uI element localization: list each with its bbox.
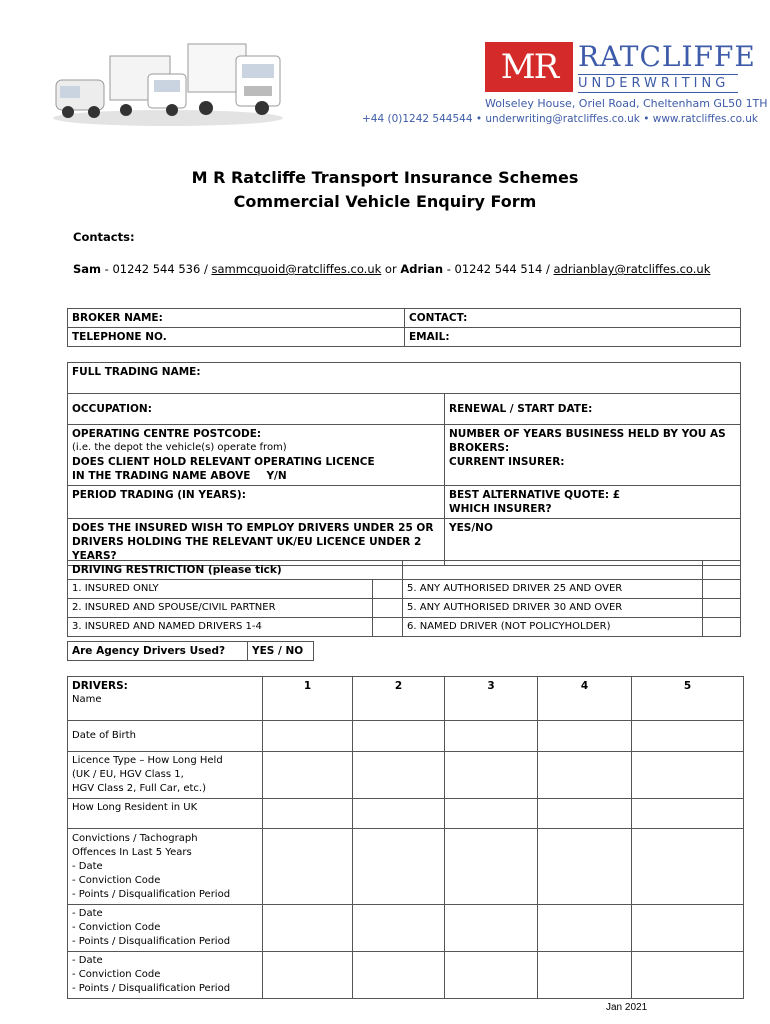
best-quote-cell[interactable]: [445, 486, 741, 519]
convictions-cell[interactable]: [538, 829, 632, 905]
contact-adrian-name: Adrian: [400, 262, 444, 276]
trucks-illustration: [48, 38, 288, 128]
licence-cell[interactable]: [538, 752, 632, 799]
drivers-header: DRIVERS:: [72, 680, 128, 692]
restriction-tick-1[interactable]: [373, 580, 403, 599]
restriction-tick-5b[interactable]: [703, 599, 741, 618]
company-address: Wolseley House, Oriel Road, Cheltenham GL50 1TH: [485, 97, 768, 110]
conv3-line-3: - Points / Disqualification Period: [72, 983, 231, 994]
which-insurer-label: WHICH INSURER?: [449, 503, 552, 515]
licence-cell[interactable]: [445, 752, 538, 799]
conviction-3-label-cell: [68, 952, 263, 999]
contact-field[interactable]: CONTACT:: [405, 309, 741, 328]
conviction-2-label-cell: [68, 905, 263, 952]
conviction-2-cell[interactable]: [632, 905, 744, 952]
convictions-line-5: - Points / Disqualification Period: [72, 889, 231, 900]
licence-question-1: DOES CLIENT HOLD RELEVANT OPERATING LICENCE: [72, 456, 375, 468]
licence-cell[interactable]: [353, 752, 445, 799]
restriction-header-spacer-2: [703, 561, 741, 580]
convictions-cell[interactable]: [445, 829, 538, 905]
restriction-option-1: 1. INSURED ONLY: [68, 580, 373, 599]
conv2-line-3: - Points / Disqualification Period: [72, 936, 231, 947]
contact-adrian-phone: - 01242 544 514 /: [443, 262, 554, 276]
form-title: M R Ratcliffe Transport Insurance Schemes: [191, 168, 579, 187]
licence-question-2: IN THE TRADING NAME ABOVE: [72, 470, 251, 482]
driving-restriction-table: [67, 560, 741, 637]
footer-date: Jan 2021: [606, 1002, 648, 1013]
driver-col-1[interactable]: 1: [263, 677, 353, 721]
contacts-line: [73, 262, 710, 276]
convictions-line-1: Convictions / Tachograph: [72, 833, 198, 844]
restriction-tick-5a[interactable]: [703, 580, 741, 599]
dob-cell[interactable]: [632, 721, 744, 752]
licence-line-2: (UK / EU, HGV Class 1,: [72, 769, 184, 780]
postcode-note: (i.e. the depot the vehicle(s) operate from): [72, 442, 287, 453]
restriction-tick-6[interactable]: [703, 618, 741, 637]
restriction-header: DRIVING RESTRICTION (please tick): [68, 561, 403, 580]
conviction-3-cell[interactable]: [353, 952, 445, 999]
dob-cell[interactable]: [538, 721, 632, 752]
conviction-2-cell[interactable]: [445, 905, 538, 952]
company-logo-mark: MR: [485, 42, 573, 92]
conviction-3-cell[interactable]: [632, 952, 744, 999]
driver-col-3[interactable]: 3: [445, 677, 538, 721]
driver-col-2[interactable]: 2: [353, 677, 445, 721]
renewal-date-field[interactable]: RENEWAL / START DATE:: [445, 394, 741, 425]
best-quote-label: BEST ALTERNATIVE QUOTE: £: [449, 489, 621, 501]
trading-table: [67, 362, 741, 566]
licence-line-3: HGV Class 2, Full Car, etc.): [72, 783, 207, 794]
licence-line-1: Licence Type – How Long Held: [72, 755, 223, 766]
drivers-name-label-cell: [68, 677, 263, 721]
under25-question: DOES THE INSURED WISH TO EMPLOY DRIVERS UNDER 25 OR DRIVERS HOLDING THE RELEVANT UK/EU LICENCE UNDER 2 YEARS?: [68, 519, 445, 566]
resident-cell[interactable]: [263, 799, 353, 829]
full-trading-name-field[interactable]: FULL TRADING NAME:: [68, 363, 741, 394]
restriction-option-2: 2. INSURED AND SPOUSE/CIVIL PARTNER: [68, 599, 373, 618]
licence-cell[interactable]: [632, 752, 744, 799]
dob-cell[interactable]: [263, 721, 353, 752]
postcode-label: OPERATING CENTRE POSTCODE:: [72, 428, 262, 440]
broker-table: [67, 308, 741, 347]
convictions-cell[interactable]: [263, 829, 353, 905]
company-subtitle: UNDERWRITING: [578, 74, 738, 93]
telephone-field[interactable]: TELEPHONE NO.: [68, 328, 405, 347]
under25-yes-no[interactable]: YES/NO: [445, 519, 741, 566]
resident-cell[interactable]: [445, 799, 538, 829]
restriction-tick-3[interactable]: [373, 618, 403, 637]
resident-cell[interactable]: [538, 799, 632, 829]
contact-sam-email[interactable]: sammcquoid@ratcliffes.co.uk: [211, 262, 382, 276]
convictions-cell[interactable]: [353, 829, 445, 905]
resident-cell[interactable]: [632, 799, 744, 829]
agency-answer[interactable]: YES / NO: [248, 642, 314, 661]
conviction-3-cell[interactable]: [263, 952, 353, 999]
convictions-label-cell: [68, 829, 263, 905]
agency-table: [67, 641, 314, 661]
convictions-line-3: - Date: [72, 861, 103, 872]
email-field[interactable]: EMAIL:: [405, 328, 741, 347]
broker-name-field[interactable]: BROKER NAME:: [68, 309, 405, 328]
restriction-option-5a: 5. ANY AUTHORISED DRIVER 25 AND OVER: [403, 580, 703, 599]
company-name: RATCLIFFE: [578, 40, 756, 73]
contact-sam-name: Sam: [73, 262, 102, 276]
driver-name-label: Name: [72, 694, 102, 705]
occupation-field[interactable]: OCCUPATION:: [68, 394, 445, 425]
years-held-cell[interactable]: [445, 425, 741, 486]
form-subtitle: Commercial Vehicle Enquiry Form: [233, 192, 537, 211]
contacts-label: Contacts:: [73, 230, 135, 244]
drivers-table: [67, 676, 744, 999]
dob-label: Date of Birth: [68, 721, 263, 752]
contact-sam-phone: - 01242 544 536 /: [101, 262, 212, 276]
conviction-3-cell[interactable]: [538, 952, 632, 999]
operating-centre-cell[interactable]: [68, 425, 445, 486]
restriction-option-5b: 5. ANY AUTHORISED DRIVER 30 AND OVER: [403, 599, 703, 618]
convictions-cell[interactable]: [632, 829, 744, 905]
company-contact-line: +44 (0)1242 544544 • underwriting@ratcliffes.co.uk • www.ratcliffes.co.uk: [362, 113, 758, 125]
licence-yn[interactable]: Y/N: [266, 470, 287, 482]
convictions-line-2: Offences In Last 5 Years: [72, 847, 192, 858]
driver-col-5[interactable]: 5: [632, 677, 744, 721]
restriction-option-3: 3. INSURED AND NAMED DRIVERS 1-4: [68, 618, 373, 637]
conv3-line-2: - Conviction Code: [72, 969, 161, 980]
licence-label-cell: [68, 752, 263, 799]
agency-question: Are Agency Drivers Used?: [68, 642, 248, 661]
years-held-label: NUMBER OF YEARS BUSINESS HELD BY YOU AS BROKERS:: [449, 428, 726, 454]
conviction-2-cell[interactable]: [353, 905, 445, 952]
period-trading-field[interactable]: PERIOD TRADING (IN YEARS):: [68, 486, 445, 519]
convictions-line-4: - Conviction Code: [72, 875, 161, 886]
restriction-option-6: 6. NAMED DRIVER (NOT POLICYHOLDER): [403, 618, 703, 637]
current-insurer-label: CURRENT INSURER:: [449, 456, 565, 468]
restriction-tick-2[interactable]: [373, 599, 403, 618]
conviction-3-cell[interactable]: [445, 952, 538, 999]
conviction-2-cell[interactable]: [538, 905, 632, 952]
resident-cell[interactable]: [353, 799, 445, 829]
dob-cell[interactable]: [445, 721, 538, 752]
conviction-2-cell[interactable]: [263, 905, 353, 952]
contacts-or: or: [381, 262, 401, 276]
licence-cell[interactable]: [263, 752, 353, 799]
resident-label: How Long Resident in UK: [68, 799, 263, 829]
conv2-line-2: - Conviction Code: [72, 922, 161, 933]
conv2-line-1: - Date: [72, 908, 103, 919]
contact-adrian-email[interactable]: adrianblay@ratcliffes.co.uk: [553, 262, 711, 276]
driver-col-4[interactable]: 4: [538, 677, 632, 721]
dob-cell[interactable]: [353, 721, 445, 752]
restriction-header-spacer: [403, 561, 703, 580]
conv3-line-1: - Date: [72, 955, 103, 966]
